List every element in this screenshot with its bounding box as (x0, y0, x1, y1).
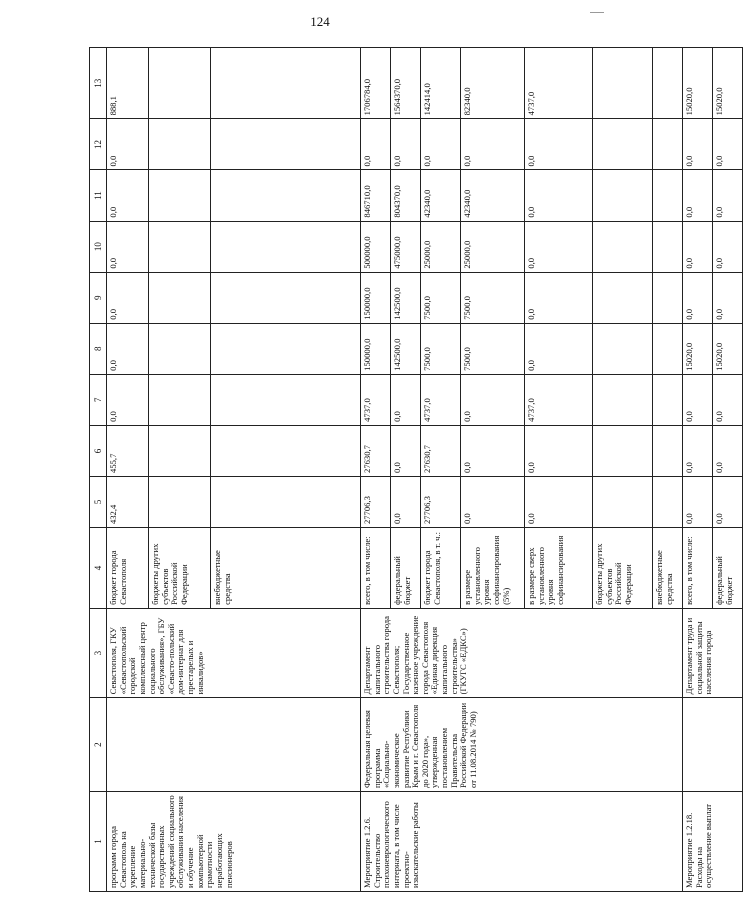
value-cell: 142500,0 (391, 272, 421, 323)
value-cell: 0,0 (461, 476, 525, 527)
value-cell: 0,0 (461, 425, 525, 476)
value-cell (593, 170, 653, 221)
source-cell: внебюджетные средства (653, 528, 683, 609)
header-cell: 9 (90, 272, 107, 323)
value-cell (593, 272, 653, 323)
value-cell: 15020,0 (683, 323, 713, 374)
value-cell (149, 476, 211, 527)
value-cell: 0,0 (683, 119, 713, 170)
total-cell (211, 48, 361, 119)
total-cell: 1706784,0 (361, 48, 391, 119)
header-cell: 6 (90, 425, 107, 476)
source-cell: всего, в том числе: (361, 528, 391, 609)
value-cell (211, 221, 361, 272)
total-cell: 4737,0 (525, 48, 593, 119)
table-row (361, 48, 391, 892)
header-cell: 3 (90, 608, 107, 697)
value-cell: 804370,0 (391, 170, 421, 221)
header-cell: 2 (90, 698, 107, 792)
value-cell: 475000,0 (391, 221, 421, 272)
table-row (107, 48, 149, 892)
value-cell: 27630,7 (421, 425, 461, 476)
value-cell: 142500,0 (391, 323, 421, 374)
value-cell: 15020,0 (713, 323, 743, 374)
header-cell: 7 (90, 374, 107, 425)
value-cell (211, 119, 361, 170)
value-cell: 0,0 (683, 170, 713, 221)
value-cell (653, 170, 683, 221)
value-cell (653, 374, 683, 425)
value-cell (149, 374, 211, 425)
source-cell: бюджет города Севастополя (107, 528, 149, 609)
value-cell: 0,0 (713, 425, 743, 476)
value-cell: 0,0 (391, 425, 421, 476)
value-cell (149, 119, 211, 170)
total-cell (653, 48, 683, 119)
header-cell: 5 (90, 476, 107, 527)
header-cell: 12 (90, 119, 107, 170)
value-cell: 0,0 (713, 272, 743, 323)
value-cell: 0,0 (107, 272, 149, 323)
value-cell: 0,0 (713, 221, 743, 272)
source-cell: в размере установленного уровня софинансирования (5%) (461, 528, 525, 609)
value-cell: 0,0 (713, 476, 743, 527)
corner-mark (590, 12, 604, 13)
header-cell: 1 (90, 791, 107, 891)
total-cell (593, 48, 653, 119)
source-cell: в размере сверх установленного уровня софинансирования (525, 528, 593, 609)
value-cell: 0,0 (525, 170, 593, 221)
value-cell (653, 425, 683, 476)
header-row (90, 48, 107, 892)
program-cell (683, 698, 743, 792)
value-cell (653, 476, 683, 527)
executor-cell: Департамент капитального строительства города Севастополя; Государственное казенное учреждение города Севастополя «Единая дирекция капитального строительства» (ГКУГС «ЕДКС») (361, 608, 683, 697)
value-cell (593, 425, 653, 476)
value-cell: 500000,0 (361, 221, 391, 272)
value-cell: 27706,3 (421, 476, 461, 527)
activity-cell: Мероприятие 1.2.18. Расходы на осуществление выплат (683, 791, 743, 891)
value-cell: 455,7 (107, 425, 149, 476)
budget-table (89, 47, 743, 892)
value-cell: 7500,0 (461, 272, 525, 323)
value-cell: 0,0 (361, 119, 391, 170)
value-cell: 25000,0 (421, 221, 461, 272)
executor-cell: Севастополя, ГКУ «Севастопольский городской комплексный центр социального обслуживания», ГБУ «Севасто-польский дом-интернат для престарелых и инвалидов» (107, 608, 361, 697)
total-cell: 142414,0 (421, 48, 461, 119)
value-cell: 0,0 (461, 119, 525, 170)
value-cell: 0,0 (713, 170, 743, 221)
program-cell: Федеральная целевая программа «Социально-экономическое развитие Республики Крым и г. Севастополя до 2020 года», утвержденная постановлением Правительства Российской Федерации от 11.08.2014 № 790) (361, 698, 683, 792)
value-cell (593, 119, 653, 170)
value-cell: 25000,0 (461, 221, 525, 272)
total-cell: 888,1 (107, 48, 149, 119)
value-cell (149, 221, 211, 272)
value-cell: 0,0 (107, 170, 149, 221)
source-cell: федеральный бюджет (713, 528, 743, 609)
value-cell: 0,0 (525, 221, 593, 272)
value-cell: 0,0 (391, 476, 421, 527)
value-cell: 0,0 (713, 374, 743, 425)
value-cell (653, 221, 683, 272)
total-cell: 1564370,0 (391, 48, 421, 119)
header-cell: 11 (90, 170, 107, 221)
value-cell: 0,0 (683, 425, 713, 476)
value-cell: 0,0 (107, 323, 149, 374)
source-cell: бюджеты других субъектов Российской Федерации (593, 528, 653, 609)
value-cell: 0,0 (107, 221, 149, 272)
value-cell: 0,0 (525, 476, 593, 527)
activity-cell: Мероприятие 1.2.6. Строительство психоневрологического интерната, в том числе проектно-изыскательские работы (361, 791, 683, 891)
value-cell: 27706,3 (361, 476, 391, 527)
value-cell (149, 170, 211, 221)
value-cell: 7500,0 (421, 323, 461, 374)
value-cell (593, 221, 653, 272)
value-cell (149, 425, 211, 476)
value-cell: 0,0 (713, 119, 743, 170)
value-cell (211, 272, 361, 323)
activity-cell: программ города Севастополь на укрепление материально-технической базы государственных учреждений социального обслуживания населения и обучение компьютерной грамотности неработающих пенсионеров (107, 791, 361, 891)
header-cell: 8 (90, 323, 107, 374)
value-cell (653, 323, 683, 374)
value-cell: 7500,0 (461, 323, 525, 374)
value-cell: 150000,0 (361, 272, 391, 323)
value-cell (211, 170, 361, 221)
source-cell: внебюджетные средства (211, 528, 361, 609)
value-cell: 4737,0 (421, 374, 461, 425)
value-cell (211, 323, 361, 374)
table-row (683, 48, 713, 892)
value-cell: 4737,0 (361, 374, 391, 425)
program-cell (107, 698, 361, 792)
value-cell: 0,0 (525, 323, 593, 374)
rotated-sheet (89, 47, 734, 892)
total-cell: 15020,0 (683, 48, 713, 119)
source-cell: бюджет города Севастополя, в т. ч.: (421, 528, 461, 609)
value-cell (593, 476, 653, 527)
value-cell (149, 323, 211, 374)
value-cell: 0,0 (461, 374, 525, 425)
value-cell: 0,0 (525, 425, 593, 476)
source-cell: федеральный бюджет (391, 528, 421, 609)
value-cell: 846710,0 (361, 170, 391, 221)
value-cell (593, 374, 653, 425)
value-cell: 42340,0 (461, 170, 525, 221)
source-cell: всего, в том числе: (683, 528, 713, 609)
header-cell: 4 (90, 528, 107, 609)
total-cell: 82340,0 (461, 48, 525, 119)
executor-cell: Департамент труда и социальной защиты населения города (683, 608, 743, 697)
value-cell: 0,0 (683, 221, 713, 272)
value-cell (653, 119, 683, 170)
value-cell (211, 476, 361, 527)
total-cell: 15020,0 (713, 48, 743, 119)
value-cell: 0,0 (421, 119, 461, 170)
value-cell: 0,0 (525, 119, 593, 170)
value-cell (149, 272, 211, 323)
value-cell: 4737,0 (525, 374, 593, 425)
value-cell: 0,0 (391, 374, 421, 425)
page-number: 124 (310, 14, 330, 29)
header-cell: 13 (90, 48, 107, 119)
total-cell (149, 48, 211, 119)
value-cell: 432,4 (107, 476, 149, 527)
value-cell (653, 272, 683, 323)
value-cell: 0,0 (107, 374, 149, 425)
value-cell: 0,0 (525, 272, 593, 323)
value-cell (211, 425, 361, 476)
header-cell: 10 (90, 221, 107, 272)
value-cell: 7500,0 (421, 272, 461, 323)
value-cell: 42340,0 (421, 170, 461, 221)
source-cell: бюджеты других субъектов Российской Федерации (149, 528, 211, 609)
value-cell: 150000,0 (361, 323, 391, 374)
value-cell: 27630,7 (361, 425, 391, 476)
value-cell: 0,0 (683, 476, 713, 527)
value-cell (211, 374, 361, 425)
value-cell: 0,0 (683, 272, 713, 323)
value-cell: 0,0 (391, 119, 421, 170)
value-cell: 0,0 (107, 119, 149, 170)
value-cell: 0,0 (683, 374, 713, 425)
value-cell (593, 323, 653, 374)
